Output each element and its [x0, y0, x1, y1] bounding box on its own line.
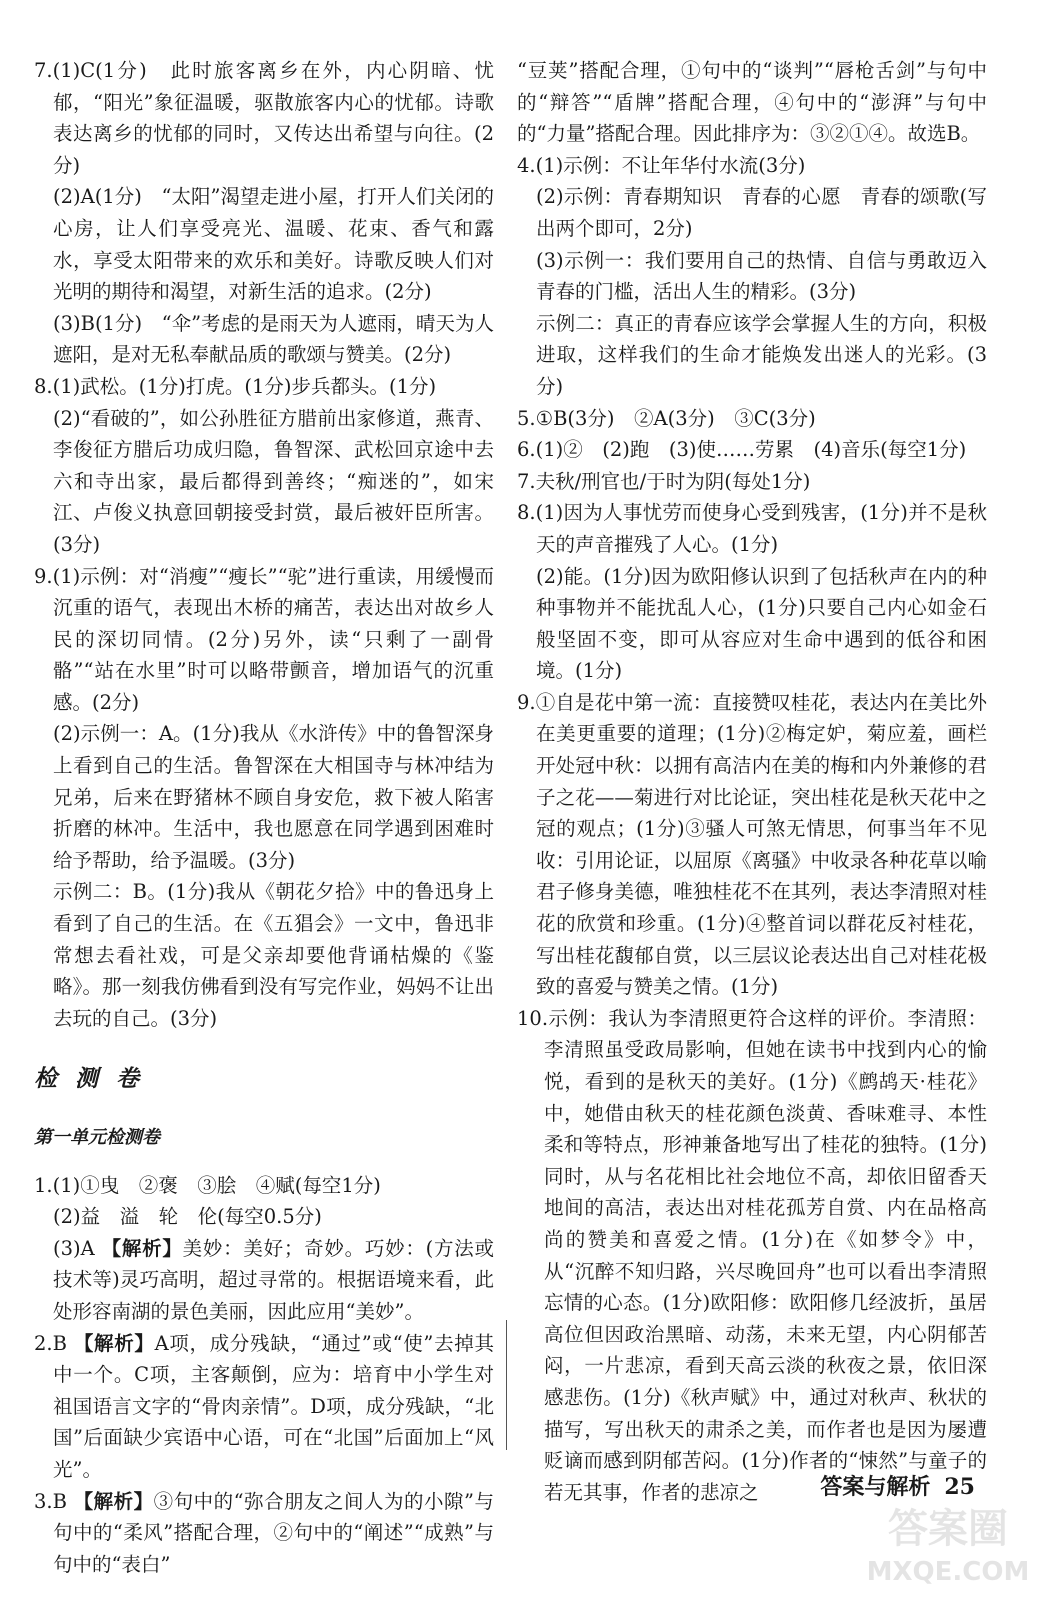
answer-paragraph: 4.(1)示例：不让年华付水流(3分) [517, 153, 806, 177]
answer-paragraph: 10.示例：我认为李清照更符合这样的评价。李清照：李清照虽受政局影响，但她在读书中找到内心的愉悦，看到的是秋天的美好。(1分)《鹧鸪天·桂花》中，她借由秋天的桂花颜色淡黄、香味难寻、本性柔和等特点，形神兼备地写出了桂花的独特。(1分)同时，从与名花相比社会地位不高，却依旧留香天地间的高洁，表达出对桂花孤芳自赏、内在品格高尚的赞美和喜爱之情。(1分)在《如梦令》中，从“沉醉不知归路，兴尽晚回舟”也可以看出李清照忘情的心态。(1分)欧阳修：欧阳修几经波折，虽居高位但因政治黑暗、动荡，未来无望，内心阴郁苦闷，一片悲凉，看到天高云淡的秋夜之景，依旧深感悲伤。(1分)《秋声赋》中，通过对秋声、秋状的描写，写出秋天的肃杀之美，而作者也是因为屡遭贬谪而感到阴郁苦闷。(1分)作者的“悚然”与童子的若无其事，作者的悲凉之 [517, 1006, 987, 1504]
right-answers [517, 55, 987, 1508]
answer-paragraph: 示例二：真正的青春应该学会掌握人生的方向，积极进取，这样我们的生命才能焕发出迷人的光彩。(3分) [536, 311, 987, 398]
q3-answer: 3.B [34, 1489, 67, 1513]
answer-paragraph: 5.①B(3分) ②A(3分) ③C(3分) [517, 406, 816, 430]
answer-paragraph: 9.(1)示例：对“消瘦”“瘦长”“驼”进行重读，用缓慢而沉重的语气，表现出木桥的痛苦，表达出对故乡人民的深切同情。(2分)另外，读“只剩了一副骨骼”“站在水里”时可以略带颤音，增加语气的沉重感。(2分) [34, 564, 494, 714]
q1c-text: 美妙：美好；奇妙。巧妙：(方法或技术等)灵巧高明，超过寻常的。根据语境来看，此处形容南湖的景色美丽，因此应用“美妙”。 [53, 1236, 494, 1323]
section-title: 检测卷 [34, 1066, 157, 1093]
answer-paragraph: 8.(1)因为人事忧劳而使身心受到残害，(1分)并不是秋天的声音摧残了人心。(1分) [517, 501, 987, 556]
right-column [517, 55, 987, 1508]
q3-line [34, 1486, 494, 1581]
q2-text: A项，成分残缺，“通过”或“使”去掉其中一个。C项，主客颠倒，应为：培育中小学生对祖国语言文字的“骨肉亲情”。D项，成分残缺，“北国”后面缺少宾语中心语，可在“北国”后面加上“风光”。 [53, 1331, 494, 1481]
answer-paragraph: (2)示例一：A。(1分)我从《水浒传》中的鲁智深身上看到自己的生活。鲁智深在大相国寺与林冲结为兄弟，后来在野猪林不顾自身安危，救下被人陷害折磨的林冲。生活中，我也愿意在同学遇到困难时给予帮助，给予温暖。(3分) [53, 722, 494, 872]
analysis-tag: 【解析】 [101, 1236, 183, 1260]
q1-line-a: 1.(1)①曳 ②褒 ③脍 ④赋(每空1分) [34, 1173, 381, 1197]
answer-paragraph: (2)A(1分) “太阳”渴望走进小屋，打开人们关闭的心房，让人们享受亮光、温暖、花束、香气和露水，享受太阳带来的欢乐和美好。诗歌反映人们对光明的期待和渴望，对新生活的追求。(2分) [53, 185, 494, 304]
answer-paragraph: 9.①自是花中第一流：直接赞叹桂花，表达内在美比外在美更重要的道理；(1分)②梅定妒，菊应羞，画栏开处冠中秋：以拥有高洁内在美的梅和内外兼修的君子之花——菊进行对比论证，突出桂花是秋天花中之冠的观点；(1分)③骚人可煞无情思，何事当年不见收：引用论证，以屈原《离骚》中收录各种花草以喻君子修身美德，唯独桂花不在其列，表达李清照对桂花的欣赏和珍重。(1分)④整首词以群花反衬桂花，写出桂花馥郁自赏，以三层议论表达出自己对桂花极致的喜爱与赞美之情。(1分) [517, 690, 987, 999]
answer-paragraph: (2)“看破的”，如公孙胜征方腊前出家修道，燕青、李俊征方腊后功成归隐，鲁智深、武松回京途中去六和寺出家，最后都得到善终；“痴迷的”，如宋江、卢俊义执意回朝接受封赏，最后被奸臣所害。(3分) [53, 406, 494, 556]
watermark-url: MXQE.COM [866, 1557, 1030, 1587]
footer-label: 答案与解析 [820, 1475, 931, 1500]
unit-title: 第一单元检测卷 [34, 1127, 160, 1148]
answer-paragraph: 7.夫秋/刑官也/于时为阴(每处1分) [517, 469, 811, 493]
q1c-answer: (3)A [53, 1236, 95, 1260]
answer-paragraph: 8.(1)武松。(1分)打虎。(1分)步兵都头。(1分) [34, 374, 437, 398]
analysis-tag: 【解析】 [73, 1489, 154, 1513]
column-divider [506, 1320, 507, 1450]
left-column [34, 55, 494, 1580]
answer-paragraph: 示例二：B。(1分)我从《朝花夕拾》中的鲁迅身上看到了自己的生活。在《五猖会》一文中，鲁迅非常想去看社戏，可是父亲却要他背诵枯燥的《鉴略》。那一刻我仿佛看到没有写完作业，妈妈不让出去玩的自己。(3分) [53, 880, 494, 1030]
answer-paragraph: 6.(1)② (2)跑 (3)使……劳累 (4)音乐(每空1分) [517, 438, 967, 462]
answer-paragraph: (2)示例：青春期知识 青春的心愿 青春的颂歌(写出两个即可，2分) [536, 185, 987, 240]
q1-line-b: (2)益 溢 轮 伦(每空0.5分) [53, 1205, 322, 1229]
q2-answer: 2.B [34, 1331, 67, 1355]
answer-paragraph: “豆荚”搭配合理，①句中的“谈判”“唇枪舌剑”与句中的“辩答”“盾牌”搭配合理，④句中的“澎湃”与句中的“力量”搭配合理。因此排序为：③②①④。故选B。 [517, 59, 987, 146]
watermark-text: 答案圈 [888, 1506, 1008, 1552]
page-number: 25 [944, 1474, 975, 1500]
answer-paragraph: (2)能。(1分)因为欧阳修认识到了包括秋声在内的种种事物并不能扰乱人心，(1分)只要自己内心如金石般坚固不变，即可从容应对生命中遇到的低谷和困境。(1分) [536, 564, 987, 683]
answer-paragraph: (3)示例一：我们要用自己的热情、自信与勇敢迈入青春的门槛，活出人生的精彩。(3分) [536, 248, 987, 304]
left-answers [34, 55, 494, 1034]
page-footer [820, 1470, 975, 1501]
analysis-tag: 【解析】 [73, 1331, 155, 1355]
q3-text: ③句中的“弥合朋友之间人为的小隙”与句中的“柔风”搭配合理，②句中的“阐述”“成熟”与句中的“表白” [53, 1489, 494, 1576]
answer-paragraph: (3)B(1分) “伞”考虑的是雨天为人遮雨，晴天为人遮阳，是对无私奉献品质的歌颂与赞美。(2分) [53, 311, 494, 367]
q2-line [34, 1328, 494, 1486]
watermark-logo-icon [863, 1500, 1033, 1590]
answer-paragraph: 7.(1)C(1分) 此时旅客离乡在外，内心阴暗、忧郁，“阳光”象征温暖，驱散旅客内心的忧郁。诗歌表达离乡的忧郁的同时，又传达出希望与向往。(2分) [34, 59, 494, 177]
q1-line-c [34, 1233, 494, 1328]
